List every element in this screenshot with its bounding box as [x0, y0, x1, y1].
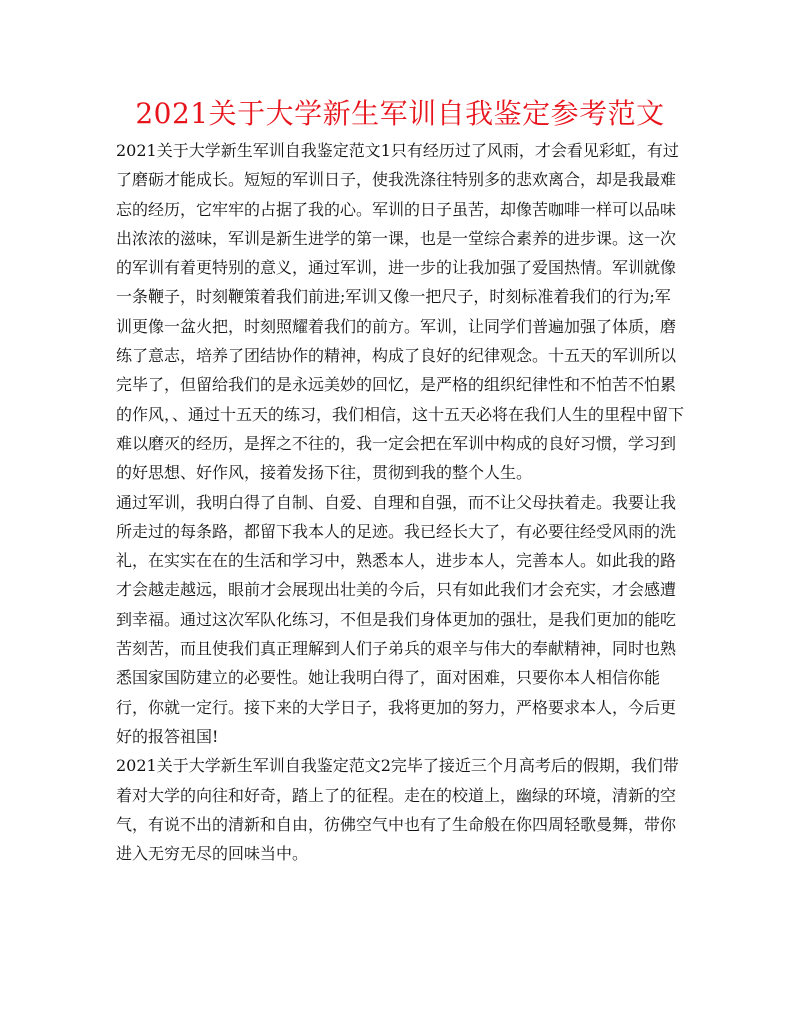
paragraph-1: 2021关于大学新生军训自我鉴定范文1只有经历过了风雨，才会看见彩虹，有过了磨砺才能成长。短短的军训日子，使我洗涤往特别多的悲欢离合，却是我最难忘的经历，它牢牢的占据了我的心。军训的日子虽苦，却像苦咖啡一样可以品味出浓浓的滋味，军训是新生进学的第一课，也是一堂综合素养的进步课。这一次的军训有着更特别的意义，通过军训，进一步的让我加强了爱国热情。军训就像一条鞭子，时刻鞭策着我们前进;军训又像一把尺子，时刻标准着我们的行为;军训更像一盆火把，时刻照耀着我们的前方。军训，让同学们普遍加强了体质，磨练了意志，培养了团结协作的精神，构成了良好的纪律观念。十五天的军训所以完毕了，但留给我们的是永远美妙的回忆，是严格的组织纪律性和不怕苦不怕累的作风，、通过十五天的练习，我们相信，这十五天必将在我们人生的里程中留下难以磨灭的经历，是挥之不往的，我一定会把在军训中构成的良好习惯，学习到的好思想、好作风，接着发扬下往，贯彻到我的整个人生。 [116, 141, 685, 483]
document-title: 2021关于大学新生军训自我鉴定参考范文 [135, 97, 665, 130]
paragraph-3: 2021关于大学新生军训自我鉴定范文2完毕了接近三个月高考后的假期，我们带着对大学的向往和好奇，踏上了的征程。走在的校道上，幽绿的环境，清新的空气，有说不出的清新和自由，彷佛空气中也有了生命般在你四周轻歌曼舞，带你进入无穷无尽的回味当中。 [116, 756, 679, 864]
paragraph-2: 通过军训，我明白得了自制、自爱、自理和自强，而不让父母扶着走。我要让我所走过的每条路，都留下我本人的足迹。我已经长大了，有必要往经受风雨的洗礼，在实实在在的生活和学习中，熟悉本人，进步本人，完善本人。如此我的路才会越走越远，眼前才会展现出壮美的今后，只有如此我们才会充实，才会感遭到幸福。通过这次军队化练习，不但是我们身体更加的强壮，是我们更加的能吃苦刻苦，而且使我们真正理解到人们子弟兵的艰辛与伟大的奉献精神，同时也熟悉国家国防建立的必要性。她让我明白得了，面对困难，只要你本人相信你能行，你就一定行。接下来的大学日子，我将更加的努力，严格要求本人，今后更好的报答祖国! [116, 492, 677, 746]
document-body [116, 136, 684, 868]
